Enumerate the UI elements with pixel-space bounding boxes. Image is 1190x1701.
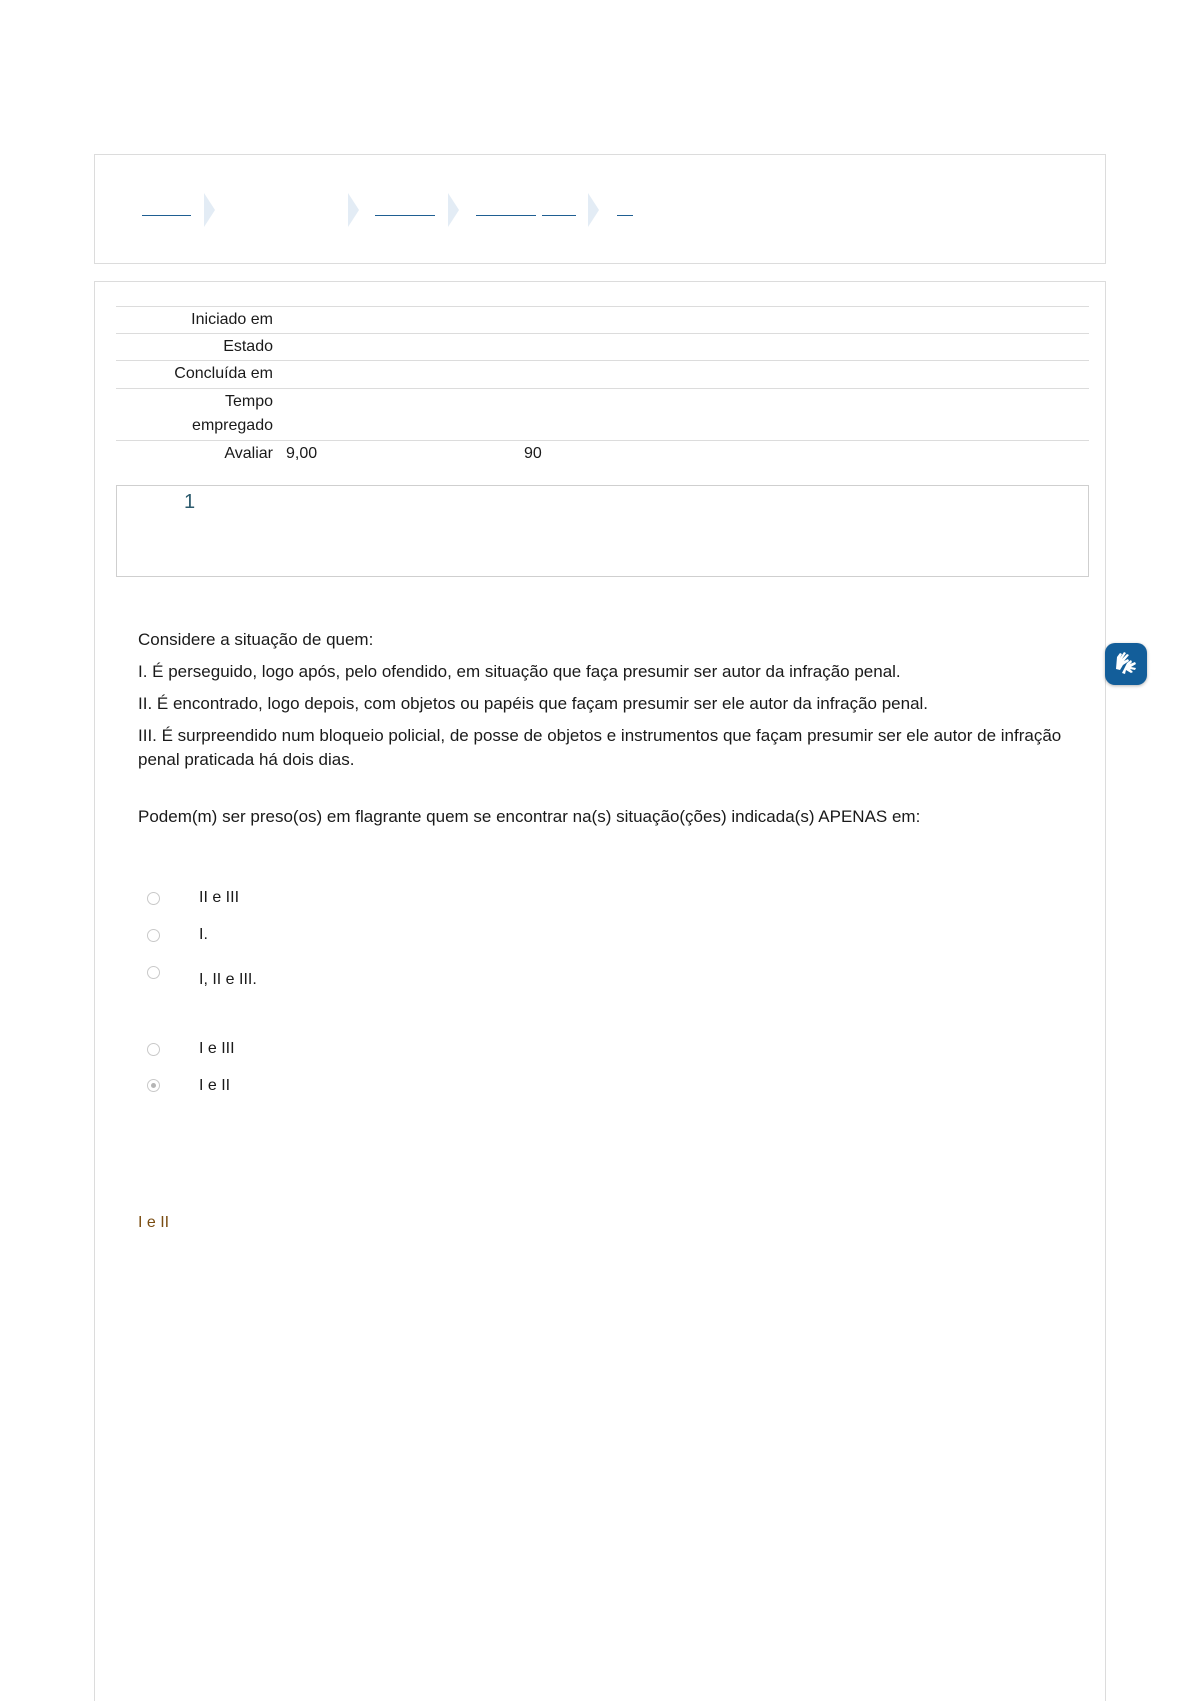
breadcrumb-link-4[interactable] [542, 215, 576, 216]
breadcrumb-separator-icon [204, 193, 215, 227]
option-label-2[interactable]: I. [199, 926, 208, 943]
option-label-1[interactable]: II e III [199, 889, 240, 906]
option-radio-5[interactable] [147, 1079, 160, 1092]
option-radio-2[interactable] [147, 929, 160, 942]
breadcrumb-separator-icon [588, 193, 599, 227]
sign-language-hands-icon [1105, 643, 1147, 685]
breadcrumb-link-3[interactable] [476, 215, 536, 216]
option-label-4[interactable]: I e III [199, 1040, 235, 1057]
summary-label-time-line2: empregado [192, 417, 273, 434]
question-item-1: I. É perseguido, logo após, pelo ofendido, em situação que faça presumir ser autor da infração penal. [138, 662, 901, 681]
accessibility-button[interactable] [1105, 643, 1147, 685]
summary-label-completed: Concluída em [174, 365, 273, 382]
summary-label-time-line1: Tempo [224, 393, 273, 410]
question-item-3: III. É surpreendido num bloqueio policial, de posse de objetos e instrumentos que façam presumir ser ele autor de infração penal praticada há dois dias. [138, 726, 1062, 769]
question-intro: Considere a situação de quem: [138, 630, 374, 649]
breadcrumb-separator-icon [348, 193, 359, 227]
question-info-box [116, 485, 1089, 577]
breadcrumb-separator-icon [448, 193, 459, 227]
breadcrumb-link-1[interactable] [142, 215, 191, 216]
summary-label-state: Estado [223, 338, 273, 355]
summary-grade-percent: 90 [524, 445, 542, 462]
summary-label-started: Iniciado em [191, 311, 273, 328]
question-item-2: II. É encontrado, logo depois, com objetos ou papéis que façam presumir ser ele autor da infração penal. [138, 694, 929, 713]
question-prompt: Podem(m) ser preso(os) em flagrante quem se encontrar na(s) situação(ções) indicada(s) APENAS em: [138, 807, 921, 826]
summary-label-grade: Avaliar [224, 445, 273, 462]
option-radio-1[interactable] [147, 892, 160, 905]
summary-grade-value: 9,00 [286, 445, 318, 462]
option-radio-4[interactable] [147, 1043, 160, 1056]
option-radio-3[interactable] [147, 966, 160, 979]
option-label-5[interactable]: I e II [199, 1077, 231, 1094]
breadcrumb-card [94, 154, 1106, 264]
breadcrumb-link-2[interactable] [375, 215, 435, 216]
breadcrumb-link-5[interactable] [617, 215, 633, 216]
question-number: 1 [184, 491, 196, 513]
option-label-3[interactable]: I, II e III. [199, 971, 257, 988]
right-answer-text: I e II [138, 1214, 170, 1231]
